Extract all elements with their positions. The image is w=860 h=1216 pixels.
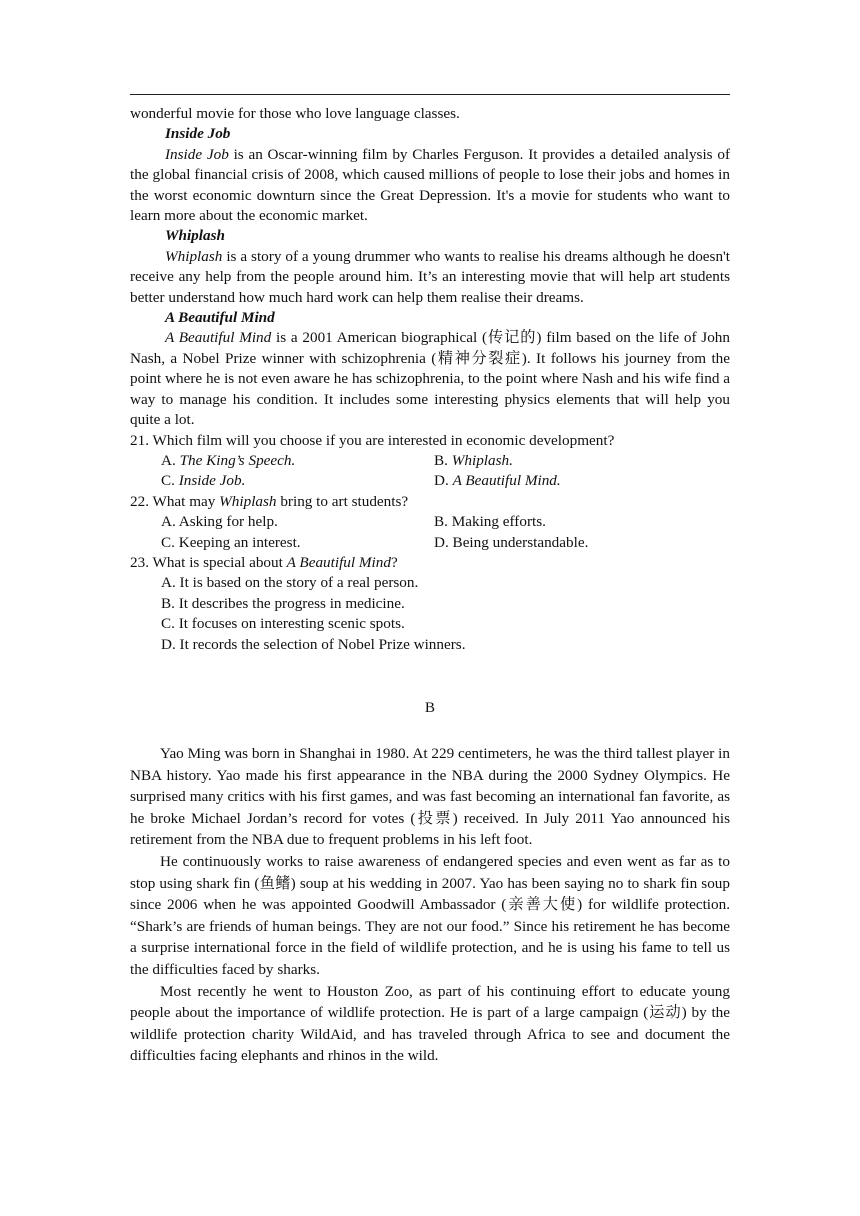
question-23-stem — [130, 553, 730, 573]
film-title-inside-job: Inside Job — [165, 125, 231, 143]
option-23-a[interactable]: A. It is based on the story of a real person. — [161, 574, 419, 592]
stem-emphasis: A Beautiful Mind — [286, 553, 391, 571]
film-desc-inside-job — [130, 145, 730, 227]
film-lead: A Beautiful Mind — [165, 329, 272, 347]
film-title-beautiful-mind: A Beautiful Mind — [165, 309, 275, 327]
passage-b — [130, 743, 730, 1067]
option-text: Inside Job. — [178, 472, 246, 490]
passage-a — [130, 104, 730, 655]
question-22-options-row-2 — [130, 533, 730, 553]
stem-text: ? — [390, 553, 398, 571]
film-title-whiplash: Whiplash — [165, 227, 225, 245]
passage-b-paragraph-1: Yao Ming was born in Shanghai in 1980. At 229 centimeters, he was the third tallest player in NBA history. Yao made his first appearance in the NBA during the 2000 Sydney Olympics. He surprised many critics with his first games, and was fast becoming an international fan favorite, as he broke Michael Jordan’s record for votes (投票) received. In July 2011 Yao announced his retirement from the NBA due to frequent problems in his left foot. — [130, 745, 730, 849]
question-22-stem — [130, 492, 730, 512]
film-lead: Whiplash — [165, 247, 223, 265]
option-21-d[interactable] — [434, 471, 561, 491]
question-21-stem: 21. Which film will you choose if you are interested in economic development? — [130, 431, 615, 449]
option-label: B. — [434, 451, 452, 469]
film-text: is an Oscar-winning film by Charles Ferguson. It provides a detailed analysis of the global financial crisis of 2008, which caused millions of people to lose their jobs and homes in the worst economic downturn since the Great Depression. It's a movie for students who want to learn more about the economic market. — [130, 145, 730, 225]
passage-b-paragraph-2: He continuously works to raise awareness of endangered species and even went as far as to stop using shark fin (鱼鳍) soup at his wedding in 2007. Yao has been saying no to shark fin soup since 2006 when he was appointed Goodwill Ambassador (亲善大使) for wildlife protection. “Shark’s are friends of human beings. They are not our food.” Since his retirement he has become a surprise international force in the field of wildlife protection, and he is using his fame to tell us the difficulties faced by sharks. — [130, 852, 730, 978]
option-label: A. — [161, 451, 180, 469]
stem-text: bring to art students? — [276, 492, 409, 510]
intro-tail: wonderful movie for those who love language classes. — [130, 105, 460, 122]
passage-b-paragraph-3: Most recently he went to Houston Zoo, as part of his continuing effort to educate young people about the importance of wildlife protection. He is part of a large campaign (运动) by the wildlife protection charity WildAid, and has traveled through Africa to see and document the difficulties facing elephants and rhinos in the wild. — [130, 982, 730, 1065]
film-desc-beautiful-mind — [130, 328, 730, 430]
section-b-heading: B — [424, 699, 436, 716]
option-text: Whiplash. — [451, 451, 513, 469]
option-22-d[interactable]: D. Being understandable. — [434, 533, 589, 551]
question-21-options-row-2 — [130, 471, 730, 491]
film-lead: Inside Job — [165, 145, 229, 163]
option-21-b[interactable] — [434, 451, 513, 471]
film-text: is a 2001 American biographical (传记的) film based on the life of John Nash, a Nobel Prize winner with schizophrenia (精神分裂症). It follows his journey from the point where he is not even aware he has schizophrenia, to the point where Nash and his wife find a way to manage his condition. It includes some interesting physics elements that will help you quite a lot. — [130, 329, 730, 429]
option-22-a[interactable]: A. Asking for help. — [161, 513, 278, 531]
stem-text: 22. What may — [130, 492, 220, 510]
option-label: D. — [434, 472, 453, 490]
option-22-b[interactable]: B. Making efforts. — [434, 513, 546, 531]
option-label: C. — [161, 472, 179, 490]
option-21-c[interactable] — [161, 471, 434, 491]
option-21-a[interactable] — [161, 451, 434, 471]
question-22-options-row-1 — [130, 512, 730, 532]
option-text: The King’s Speech. — [179, 451, 296, 469]
film-text: is a story of a young drummer who wants to realise his dreams although he doesn't receive any help from the people around him. It’s an interesting movie that will help art students better understand how much hard work can help them realise their dreams. — [130, 247, 730, 306]
stem-emphasis: Whiplash — [219, 492, 277, 510]
option-22-c[interactable]: C. Keeping an interest. — [161, 533, 301, 551]
film-desc-whiplash — [130, 247, 730, 308]
header-rule — [130, 94, 730, 95]
option-23-d[interactable]: D. It records the selection of Nobel Prize winners. — [161, 635, 466, 653]
option-23-c[interactable]: C. It focuses on interesting scenic spots. — [161, 615, 405, 633]
stem-text: 23. What is special about — [130, 553, 287, 571]
question-21-options-row-1 — [130, 451, 730, 471]
option-text: A Beautiful Mind. — [452, 472, 561, 490]
option-23-b[interactable]: B. It describes the progress in medicine. — [161, 594, 405, 612]
